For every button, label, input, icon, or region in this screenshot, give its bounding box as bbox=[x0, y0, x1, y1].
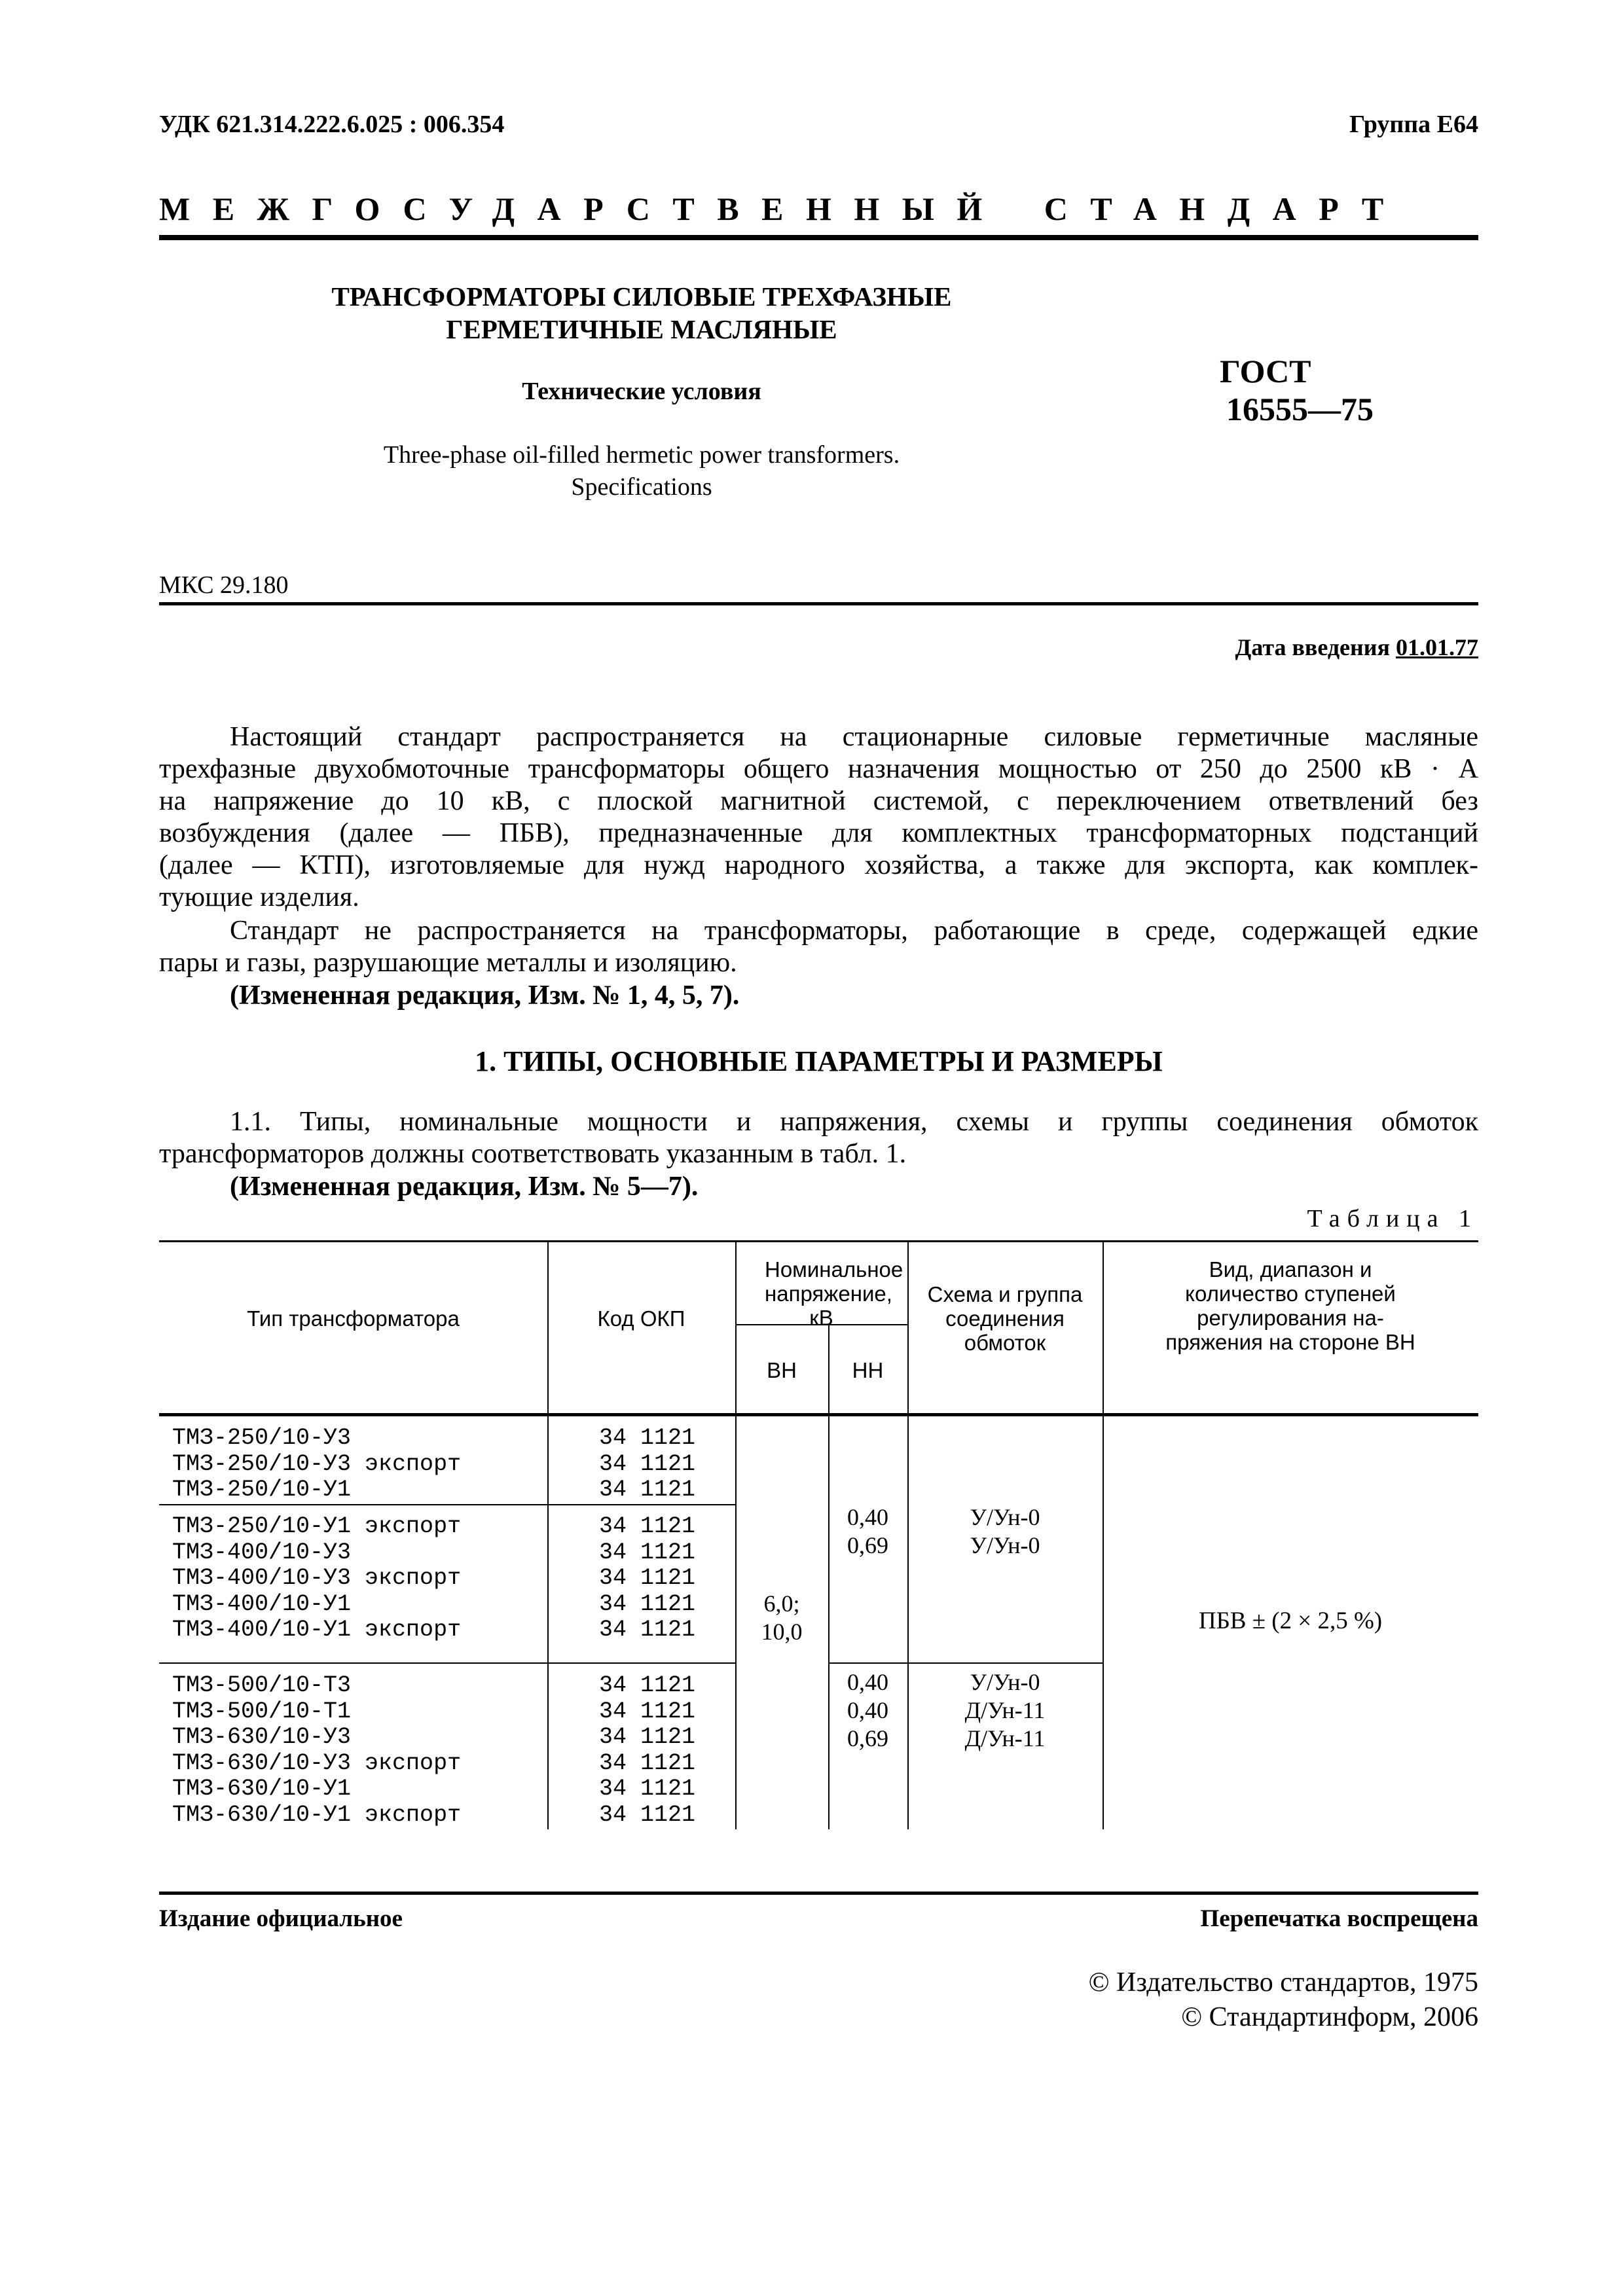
document-title-line1: ТРАНСФОРМАТОРЫ СИЛОВЫЕ ТРЕХФАЗНЫЕ bbox=[331, 281, 952, 312]
introduction-date-value: 01.01.77 bbox=[1396, 634, 1478, 660]
header-vn: ВН bbox=[767, 1358, 797, 1382]
table-row-okp: 34 1121 bbox=[599, 1539, 696, 1566]
vn-value bbox=[735, 1590, 828, 1646]
copyright-2: © Стандартинформ, 2006 bbox=[1181, 2002, 1478, 2032]
introduction-date-label: Дата введения bbox=[1235, 634, 1390, 660]
paragraph-line: возбуждения (далее — ПБВ), предназначенные для комплектных трансформаторных подстанций bbox=[159, 818, 1478, 848]
scheme-value: Д/Ун-11 bbox=[964, 1697, 1046, 1723]
gost-number: 16555—75 bbox=[1226, 391, 1374, 427]
table-row-okp: 34 1121 bbox=[599, 1749, 696, 1776]
gost-label: ГОСТ bbox=[1220, 353, 1311, 389]
table-row-okp: 34 1121 bbox=[599, 1477, 696, 1503]
table-row-type: ТМЗ-400/10-У1 экспорт bbox=[172, 1617, 462, 1643]
table-row-okp: 34 1121 bbox=[599, 1801, 696, 1828]
amendment-note-2: (Измененная редакция, Изм. № 5—7). bbox=[230, 1172, 699, 1202]
column-divider bbox=[1103, 1240, 1104, 1829]
table-top-border bbox=[159, 1240, 1478, 1242]
table-row-okp: 34 1121 bbox=[599, 1513, 696, 1539]
paragraph-line: Стандарт не распространяется на трансформаторы, работающие в среде, содержащей едкие bbox=[230, 916, 1478, 946]
header-bottom-rule bbox=[159, 1413, 1478, 1416]
paragraph-line: тующие изделия. bbox=[159, 882, 359, 912]
udk-code: УДК 621.314.222.6.025 : 006.354 bbox=[159, 111, 505, 138]
table-row-okp: 34 1121 bbox=[599, 1724, 696, 1750]
header-nn: НН bbox=[852, 1358, 884, 1382]
paragraph-1-1 bbox=[159, 1106, 1478, 1170]
mks-code: МКС 29.180 bbox=[159, 571, 289, 599]
paragraph-line: трансформаторов должны соответствовать указанным в табл. 1. bbox=[159, 1139, 907, 1169]
nn-value: 0,69 bbox=[847, 1532, 888, 1558]
nn-value: 0,40 bbox=[847, 1504, 888, 1530]
table-row-type: ТМЗ-500/10-Т3 bbox=[172, 1672, 352, 1698]
nn-value: 0,69 bbox=[847, 1725, 888, 1751]
header-regulation: Вид, диапазон и количество ступеней регулирования на-пряжения на стороне ВН bbox=[1165, 1257, 1415, 1354]
table-row-okp: 34 1121 bbox=[599, 1698, 696, 1725]
paragraph-line: трехфазные двухобмоточные трансформаторы общего назначения мощностью от 250 до 2500 кВ · А bbox=[159, 754, 1478, 784]
scheme-value: Д/Ун-11 bbox=[964, 1725, 1046, 1751]
table-row-type: ТМЗ-400/10-У3 bbox=[172, 1539, 352, 1566]
table-row-okp: 34 1121 bbox=[599, 1590, 696, 1617]
header-type: Тип трансформатора bbox=[247, 1306, 460, 1331]
mks-rule bbox=[159, 602, 1478, 605]
table-row-type: ТМЗ-400/10-У3 экспорт bbox=[172, 1565, 462, 1591]
nn-value: 0,40 bbox=[847, 1669, 888, 1695]
table-row-okp: 34 1121 bbox=[599, 1565, 696, 1591]
nn-block-1 bbox=[828, 1503, 907, 1560]
paragraph-exclusions bbox=[159, 915, 1478, 979]
scheme-value: У/Ун-0 bbox=[970, 1532, 1040, 1558]
group-separator-1 bbox=[159, 1504, 735, 1505]
scheme-value: У/Ун-0 bbox=[970, 1504, 1040, 1530]
paragraph-scope bbox=[159, 721, 1478, 914]
table-caption: Таблица 1 bbox=[1307, 1205, 1478, 1232]
table-row-type: ТМЗ-500/10-Т1 bbox=[172, 1698, 352, 1725]
group-separator-2 bbox=[159, 1662, 735, 1664]
banner-word-interstate: МЕЖГОСУДАРСТВЕННЫЙ bbox=[159, 190, 1005, 227]
header-nominal-voltage: Номинальное напряжение, кВ bbox=[765, 1257, 903, 1330]
paragraph-line: пары и газы, разрушающие металлы и изоляцию. bbox=[159, 948, 737, 978]
paragraph-line: 1.1. Типы, номинальные мощности и напряжения, схемы и группы соединения обмоток bbox=[230, 1107, 1478, 1137]
column-divider bbox=[828, 1324, 830, 1829]
table-row-type: ТМЗ-250/10-У1 bbox=[172, 1477, 352, 1503]
group-separator-2b bbox=[828, 1662, 1103, 1664]
nn-value: 0,40 bbox=[847, 1697, 888, 1723]
table-row-type: ТМЗ-630/10-У3 bbox=[172, 1724, 352, 1750]
document-title-line2: ГЕРМЕТИЧНЫЕ МАСЛЯНЫЕ bbox=[446, 314, 837, 344]
header-okp: Код ОКП bbox=[597, 1306, 685, 1331]
top-rule bbox=[159, 235, 1478, 240]
table-row-okp: 34 1121 bbox=[599, 1776, 696, 1802]
table-row-type: ТМЗ-630/10-У1 экспорт bbox=[172, 1801, 462, 1828]
header-scheme: Схема и группа соединения обмоток bbox=[927, 1282, 1083, 1355]
paragraph-line: (далее — КТП), изготовляемые для нужд народного хозяйства, а также для экспорта, как комплек- bbox=[159, 850, 1478, 880]
scheme-block-1 bbox=[907, 1503, 1103, 1560]
scheme-block-2 bbox=[907, 1668, 1103, 1753]
copyright-1: © Издательство стандартов, 1975 bbox=[1088, 1967, 1478, 1998]
table-row-type: ТМЗ-630/10-У1 bbox=[172, 1776, 352, 1802]
regulation-value: ПБВ ± (2 × 2,5 %) bbox=[1198, 1607, 1383, 1634]
table-row-okp: 34 1121 bbox=[599, 1617, 696, 1643]
table-row-type: ТМЗ-400/10-У1 bbox=[172, 1590, 352, 1617]
group-code: Группа Е64 bbox=[1349, 111, 1478, 138]
column-divider bbox=[735, 1240, 737, 1829]
scheme-value: У/Ун-0 bbox=[970, 1669, 1040, 1695]
standard-banner bbox=[159, 190, 1478, 228]
table-row-type: ТМЗ-250/10-У3 bbox=[172, 1425, 352, 1451]
amendment-note-1: (Измененная редакция, Изм. № 1, 4, 5, 7). bbox=[230, 980, 740, 1011]
english-title-line1: Three-phase oil-filled hermetic power transformers. bbox=[383, 441, 900, 469]
table-row-okp: 34 1121 bbox=[599, 1672, 696, 1698]
english-title-line2: Specifications bbox=[571, 473, 712, 501]
table-row-type: ТМЗ-250/10-У1 экспорт bbox=[172, 1513, 462, 1539]
paragraph-line: Настоящий стандарт распространяется на стационарные силовые герметичные масляные bbox=[230, 722, 1478, 752]
transformer-table bbox=[159, 1240, 1478, 1829]
section-heading-1: 1. ТИПЫ, ОСНОВНЫЕ ПАРАМЕТРЫ И РАЗМЕРЫ bbox=[475, 1045, 1163, 1077]
banner-word-standard: СТАНДАРТ bbox=[1044, 190, 1406, 227]
vn-value-line1: 6,0; bbox=[763, 1590, 800, 1617]
edition-note: Издание официальное bbox=[159, 1905, 403, 1932]
table-row-type: ТМЗ-630/10-У3 экспорт bbox=[172, 1749, 462, 1776]
table-row-type: ТМЗ-250/10-У3 экспорт bbox=[172, 1450, 462, 1477]
table-row-okp: 34 1121 bbox=[599, 1450, 696, 1477]
vn-value-line2: 10,0 bbox=[761, 1619, 803, 1645]
table-row-okp: 34 1121 bbox=[599, 1425, 696, 1451]
introduction-date bbox=[1235, 634, 1479, 661]
nn-block-2 bbox=[828, 1668, 907, 1753]
footer-rule bbox=[159, 1892, 1478, 1895]
paragraph-line: на напряжение до 10 кВ, с плоской магнитной системой, с переключением ответвлений без bbox=[159, 786, 1478, 816]
document-subtitle: Технические условия bbox=[522, 378, 761, 405]
reprint-note: Перепечатка воспрещена bbox=[1200, 1905, 1478, 1932]
